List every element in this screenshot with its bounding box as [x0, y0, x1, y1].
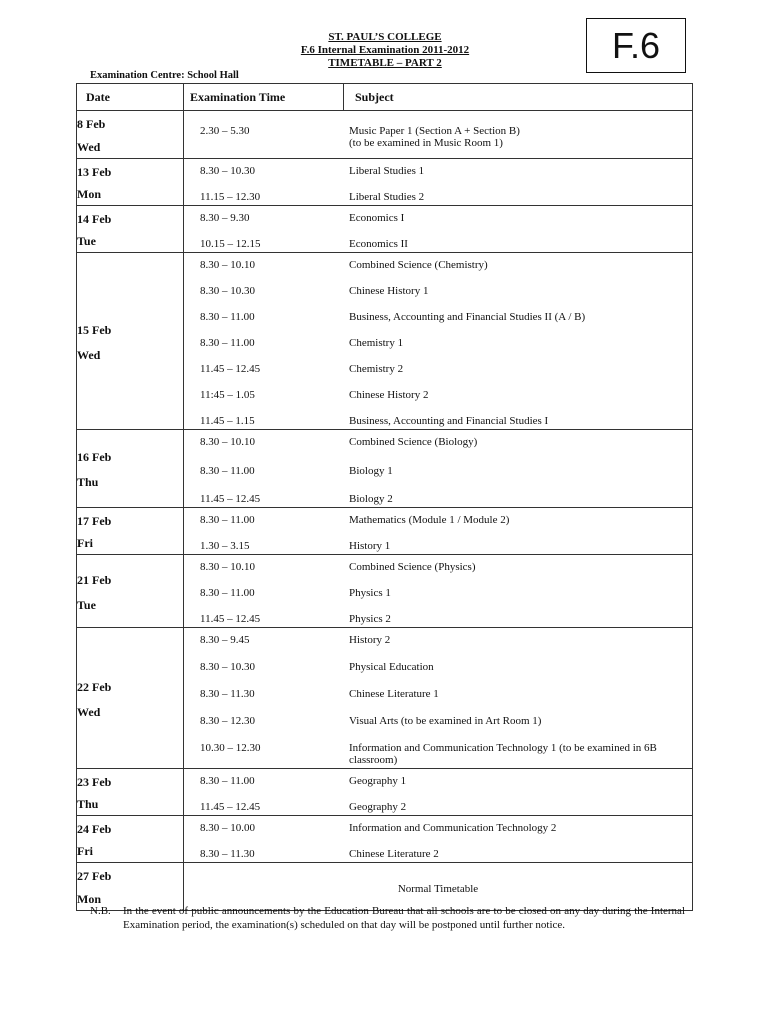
sessions-cell — [184, 816, 693, 863]
exam-session — [184, 661, 692, 673]
exam-session — [184, 436, 692, 448]
table-row — [77, 430, 693, 508]
exam-session — [184, 540, 692, 552]
date-cell — [77, 253, 184, 430]
exam-weekday: Mon — [77, 892, 101, 906]
exam-time: 11.45 – 12.45 — [200, 801, 261, 813]
exam-time: 8.30 – 11.30 — [200, 688, 255, 700]
form-label-box: F.6 — [586, 18, 686, 73]
sessions-cell — [184, 159, 693, 206]
exam-session — [184, 191, 692, 203]
exam-subject: Economics II — [349, 238, 408, 250]
exam-weekday: Wed — [77, 704, 101, 719]
date-cell — [77, 430, 184, 508]
exam-date: 17 Feb — [77, 514, 112, 528]
exam-session — [184, 493, 692, 505]
exam-subject: Information and Communication Technology 1 (to be examined in 6B classroom) — [349, 742, 657, 766]
exam-subject: Information and Communication Technology 2 — [349, 822, 557, 834]
exam-time: 8.30 – 11.00 — [200, 464, 255, 477]
exam-session — [184, 465, 692, 477]
exam-subject: Chinese History 1 — [349, 285, 429, 297]
document-header — [230, 31, 540, 70]
table-row — [77, 508, 693, 555]
exam-subject: Liberal Studies 2 — [349, 191, 425, 203]
exam-subject: Chemistry 2 — [349, 363, 404, 375]
school-name: ST. PAUL’S COLLEGE — [328, 31, 442, 43]
exam-session — [184, 613, 692, 625]
table-row — [77, 628, 693, 769]
exam-time: 10.15 – 12.15 — [200, 238, 261, 250]
exam-time: 8.30 – 11.00 — [200, 311, 255, 323]
exam-date: 22 Feb — [77, 679, 112, 694]
exam-session — [184, 561, 692, 573]
exam-subject: Geography 1 — [349, 775, 407, 787]
exam-session — [184, 587, 692, 599]
exam-time: 8.30 – 11.00 — [200, 514, 255, 526]
exam-subject: Physics 1 — [349, 587, 391, 599]
exam-session — [184, 514, 692, 526]
exam-session — [184, 238, 692, 250]
exam-weekday: Tue — [77, 597, 96, 612]
exam-weekday: Wed — [77, 140, 101, 154]
exam-time: 10.30 – 12.30 — [200, 742, 261, 754]
sessions-cell — [184, 508, 693, 555]
column-header-subject: Subject — [344, 84, 693, 111]
exam-session — [184, 742, 692, 766]
exam-subject: History 2 — [349, 634, 391, 646]
date-cell — [77, 555, 184, 628]
exam-date: 16 Feb — [77, 450, 112, 464]
exam-subject: Chinese Literature 1 — [349, 688, 439, 700]
exam-time: 11.45 – 12.45 — [200, 493, 261, 505]
normal-timetable-note: Normal Timetable — [397, 882, 479, 895]
table-row — [77, 253, 693, 430]
exam-subject: Combined Science (Physics) — [349, 561, 476, 573]
table-row — [77, 111, 693, 159]
exam-time: 8.30 – 10.30 — [200, 165, 255, 177]
exam-subject: Mathematics (Module 1 / Module 2) — [349, 514, 510, 526]
exam-subject: Combined Science (Biology) — [349, 436, 478, 448]
table-row — [77, 769, 693, 816]
column-header-time: Examination Time — [184, 84, 344, 111]
exam-weekday: Fri — [77, 536, 93, 550]
exam-time: 8.30 – 10.30 — [200, 285, 255, 297]
table-row — [77, 555, 693, 628]
exam-title: F.6 Internal Examination 2011-2012 — [300, 44, 470, 56]
sessions-cell — [184, 206, 693, 253]
exam-session — [184, 212, 692, 224]
exam-time: 11.15 – 12.30 — [200, 191, 261, 203]
exam-centre: Examination Centre: School Hall — [90, 70, 239, 81]
exam-time: 8.30 – 10.00 — [200, 822, 255, 834]
exam-time: 11.45 – 1.15 — [200, 415, 255, 427]
exam-weekday: Wed — [77, 347, 101, 362]
table-row — [77, 206, 693, 253]
exam-weekday: Thu — [77, 797, 99, 811]
table-row — [77, 159, 693, 206]
exam-time: 8.30 – 11.30 — [200, 848, 255, 860]
exam-subject: Business, Accounting and Financial Studies II (A / B) — [349, 311, 586, 323]
exam-date: 27 Feb — [77, 869, 112, 883]
exam-subject: Biology 1 — [349, 464, 393, 477]
exam-session — [184, 389, 692, 401]
exam-session — [184, 801, 692, 813]
sessions-cell — [184, 111, 693, 159]
date-cell — [77, 111, 184, 159]
sessions-cell — [184, 253, 693, 430]
exam-time: 8.30 – 9.45 — [200, 634, 250, 646]
exam-subject: Chemistry 1 — [349, 337, 404, 349]
table-row — [77, 816, 693, 863]
exam-subject: Business, Accounting and Financial Studies I — [349, 415, 549, 427]
exam-date: 14 Feb — [77, 212, 112, 226]
timetable-part: TIMETABLE – PART 2 — [328, 57, 442, 69]
exam-subject: Visual Arts (to be examined in Art Room 1) — [349, 715, 542, 727]
exam-session — [184, 259, 692, 271]
exam-subject: Combined Science (Chemistry) — [349, 259, 488, 271]
exam-session — [184, 715, 692, 727]
exam-date: 8 Feb — [77, 117, 106, 131]
exam-time: 8.30 – 11.00 — [200, 775, 255, 787]
footnote-label: N.B. — [90, 905, 111, 917]
exam-time: 11.45 – 12.45 — [200, 613, 261, 625]
exam-date: 23 Feb — [77, 775, 112, 789]
exam-time: 8.30 – 10.10 — [200, 259, 255, 271]
date-cell — [77, 508, 184, 555]
exam-time: 8.30 – 10.30 — [200, 661, 255, 673]
date-cell — [77, 769, 184, 816]
exam-session — [184, 775, 692, 787]
date-cell — [77, 628, 184, 769]
exam-time: 8.30 – 11.00 — [200, 587, 255, 599]
exam-weekday: Thu — [77, 475, 99, 489]
exam-subject: Chinese Literature 2 — [349, 848, 439, 860]
exam-time: 8.30 – 10.10 — [200, 436, 255, 448]
sessions-cell — [184, 430, 693, 508]
column-header-date: Date — [77, 84, 184, 111]
exam-time: 11.45 – 12.45 — [200, 363, 261, 375]
table-header-row — [77, 84, 693, 111]
exam-session — [184, 822, 692, 834]
exam-time: 1.30 – 3.15 — [200, 540, 250, 552]
exam-time: 8.30 – 11.00 — [200, 337, 255, 349]
exam-session — [184, 311, 692, 323]
date-cell — [77, 816, 184, 863]
exam-weekday: Fri — [77, 844, 93, 858]
sessions-cell — [184, 555, 693, 628]
exam-subject: Economics I — [349, 212, 405, 224]
exam-time: 8.30 – 10.10 — [200, 561, 255, 573]
exam-session — [184, 285, 692, 297]
exam-session — [184, 165, 692, 177]
exam-session — [184, 363, 692, 375]
exam-session — [184, 125, 692, 149]
footnote — [90, 904, 685, 932]
sessions-cell — [184, 769, 693, 816]
timetable — [76, 83, 693, 911]
exam-time: 8.30 – 9.30 — [200, 212, 250, 224]
sessions-cell — [184, 628, 693, 769]
exam-weekday: Mon — [77, 187, 101, 201]
exam-subject: Music Paper 1 (Section A + Section B) (to be examined in Music Room 1) — [349, 124, 520, 149]
exam-subject: Biology 2 — [349, 493, 393, 505]
footnote-text: In the event of public announcements by the Education Bureau that all schools are to be closed on any day during the Internal Examination period, the examination(s) scheduled on that day will be postponed until further notice. — [123, 905, 685, 931]
exam-date: 13 Feb — [77, 165, 112, 179]
exam-session — [184, 688, 692, 700]
exam-time: 11:45 – 1.05 — [200, 389, 255, 401]
exam-date: 21 Feb — [77, 572, 112, 587]
exam-subject: Physical Education — [349, 661, 434, 673]
exam-session — [184, 848, 692, 860]
exam-session — [184, 337, 692, 349]
date-cell — [77, 206, 184, 253]
exam-subject: Chinese History 2 — [349, 389, 429, 401]
exam-date: 15 Feb — [77, 322, 112, 337]
exam-subject: History 1 — [349, 540, 391, 552]
exam-time: 2.30 – 5.30 — [200, 124, 250, 137]
exam-session — [184, 415, 692, 427]
exam-date: 24 Feb — [77, 822, 112, 836]
exam-weekday: Tue — [77, 234, 96, 248]
exam-subject: Physics 2 — [349, 613, 391, 625]
exam-time: 8.30 – 12.30 — [200, 715, 255, 727]
exam-subject: Geography 2 — [349, 801, 407, 813]
date-cell — [77, 159, 184, 206]
exam-subject: Liberal Studies 1 — [349, 165, 425, 177]
exam-session — [184, 634, 692, 646]
